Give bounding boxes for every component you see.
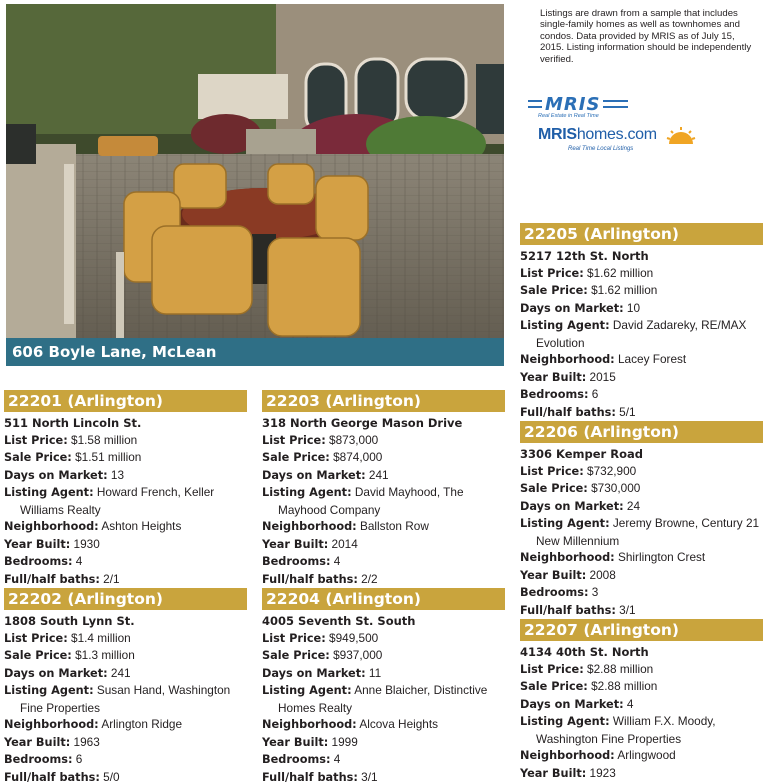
days-on-market-row bbox=[262, 665, 505, 683]
list-price-row bbox=[4, 630, 247, 648]
mrishomes-logo bbox=[538, 126, 698, 158]
sale-price-value: $730,000 bbox=[591, 481, 641, 495]
mrishomes-logo-word bbox=[538, 126, 657, 144]
bedrooms-value: 6 bbox=[591, 387, 599, 401]
bedrooms-value: 4 bbox=[75, 554, 83, 568]
neighborhood-label: Neighborhood: bbox=[520, 353, 615, 366]
baths-label: Full/half baths: bbox=[520, 603, 616, 617]
listing-header: 22205 (Arlington) bbox=[520, 223, 763, 245]
listing-body bbox=[520, 245, 763, 421]
list-price-label: List Price: bbox=[4, 631, 68, 645]
sale-price-value: $1.51 million bbox=[75, 450, 142, 464]
neighborhood-row bbox=[520, 549, 763, 567]
listing-agent-row bbox=[4, 484, 247, 518]
list-price-label: List Price: bbox=[4, 433, 68, 447]
listing-address: 1808 South Lynn St. bbox=[4, 614, 135, 628]
listing-header: 22206 (Arlington) bbox=[520, 421, 763, 443]
listing-22202 bbox=[4, 588, 247, 783]
listing-address: 4005 Seventh St. South bbox=[262, 614, 416, 628]
listing-agent-value: Anne Blaicher, Distinctive Homes Realty bbox=[278, 683, 488, 715]
days-on-market-label: Days on Market: bbox=[262, 666, 366, 680]
mrishomes-logo-tagline: Real Time Local Listings bbox=[568, 146, 634, 152]
listing-agent-value: David Zadareky, RE/MAX Evolution bbox=[536, 318, 747, 350]
listing-22203 bbox=[262, 390, 505, 588]
list-price-label: List Price: bbox=[262, 631, 326, 645]
list-price-value: $949,500 bbox=[329, 630, 379, 645]
listing-agent-label: Listing Agent: bbox=[4, 684, 94, 697]
year-built-row bbox=[262, 536, 505, 554]
listing-22201 bbox=[4, 390, 247, 588]
list-price-label: List Price: bbox=[520, 464, 584, 478]
listing-agent-label: Listing Agent: bbox=[520, 319, 610, 332]
bedrooms-value: 4 bbox=[333, 554, 341, 568]
year-built-row bbox=[520, 765, 763, 783]
baths-row bbox=[262, 571, 505, 589]
listing-header: 22203 (Arlington) bbox=[262, 390, 505, 412]
listing-agent-row bbox=[4, 682, 247, 716]
year-built-row bbox=[262, 734, 505, 752]
sale-price-row bbox=[4, 449, 247, 467]
year-built-value: 2015 bbox=[589, 369, 616, 384]
baths-value: 3/1 bbox=[361, 769, 378, 783]
bedrooms-label: Bedrooms: bbox=[520, 388, 589, 401]
list-price-value: $1.4 million bbox=[71, 630, 131, 645]
list-price-row bbox=[520, 463, 763, 481]
bedrooms-label: Bedrooms: bbox=[4, 555, 73, 568]
days-on-market-label: Days on Market: bbox=[4, 468, 108, 482]
neighborhood-value: Ballston Row bbox=[360, 519, 429, 533]
sale-price-label: Sale Price: bbox=[520, 680, 588, 693]
sale-price-value: $937,000 bbox=[333, 648, 383, 662]
listing-address: 318 North George Mason Drive bbox=[262, 416, 463, 430]
bedrooms-value: 4 bbox=[333, 752, 341, 766]
mris-logo-word: MRIS bbox=[542, 94, 603, 115]
listing-agent-label: Listing Agent: bbox=[262, 684, 352, 697]
neighborhood-label: Neighborhood: bbox=[262, 520, 357, 533]
listing-address: 3306 Kemper Road bbox=[520, 447, 643, 461]
mrishomes-logo-light: homes.com bbox=[576, 126, 657, 143]
baths-label: Full/half baths: bbox=[262, 770, 358, 783]
baths-row bbox=[4, 769, 247, 783]
neighborhood-value: Lacey Forest bbox=[618, 352, 687, 366]
baths-row bbox=[262, 769, 505, 783]
days-on-market-value: 24 bbox=[626, 498, 641, 513]
neighborhood-label: Neighborhood: bbox=[4, 718, 99, 731]
neighborhood-label: Neighborhood: bbox=[520, 749, 615, 762]
baths-value: 5/0 bbox=[103, 769, 120, 783]
list-price-value: $873,000 bbox=[329, 432, 379, 447]
bedrooms-row bbox=[262, 751, 505, 769]
neighborhood-row bbox=[262, 716, 505, 734]
mris-logo bbox=[528, 94, 632, 120]
baths-label: Full/half baths: bbox=[4, 572, 100, 586]
listing-body bbox=[262, 412, 505, 588]
year-built-label: Year Built: bbox=[262, 537, 329, 551]
list-price-value: $732,900 bbox=[587, 463, 637, 478]
list-price-row bbox=[520, 661, 763, 679]
bedrooms-row bbox=[4, 553, 247, 571]
sale-price-label: Sale Price: bbox=[262, 649, 330, 662]
bedrooms-row bbox=[262, 553, 505, 571]
bedrooms-value: 6 bbox=[75, 752, 83, 766]
bedrooms-label: Bedrooms: bbox=[520, 586, 589, 599]
patio-photo-illustration bbox=[6, 4, 504, 366]
list-price-value: $1.58 million bbox=[71, 432, 138, 447]
sale-price-label: Sale Price: bbox=[4, 649, 72, 662]
neighborhood-value: Arlingwood bbox=[617, 748, 676, 762]
days-on-market-label: Days on Market: bbox=[4, 666, 108, 680]
sale-price-value: $2.88 million bbox=[591, 679, 658, 693]
sale-price-label: Sale Price: bbox=[262, 451, 330, 464]
year-built-label: Year Built: bbox=[4, 735, 71, 749]
days-on-market-row bbox=[4, 467, 247, 485]
bedrooms-row bbox=[4, 751, 247, 769]
baths-label: Full/half baths: bbox=[520, 405, 616, 419]
listing-agent-label: Listing Agent: bbox=[4, 486, 94, 499]
listing-agent-label: Listing Agent: bbox=[262, 486, 352, 499]
listing-body bbox=[520, 641, 763, 782]
listing-agent-value: Jeremy Browne, Century 21 New Millennium bbox=[536, 516, 760, 548]
sale-price-row bbox=[262, 449, 505, 467]
year-built-label: Year Built: bbox=[4, 537, 71, 551]
listing-address: 4134 40th St. North bbox=[520, 645, 649, 659]
year-built-value: 1923 bbox=[589, 765, 616, 780]
baths-value: 5/1 bbox=[619, 404, 636, 419]
list-price-label: List Price: bbox=[520, 266, 584, 280]
year-built-row bbox=[520, 369, 763, 387]
days-on-market-row bbox=[262, 467, 505, 485]
sale-price-value: $874,000 bbox=[333, 450, 383, 464]
days-on-market-value: 241 bbox=[368, 467, 389, 482]
days-on-market-label: Days on Market: bbox=[520, 301, 624, 315]
neighborhood-value: Shirlington Crest bbox=[618, 550, 706, 564]
listing-22205 bbox=[520, 223, 763, 421]
listing-agent-value: Howard French, Keller Williams Realty bbox=[20, 485, 215, 517]
feature-photo bbox=[6, 4, 504, 366]
year-built-value: 1930 bbox=[73, 536, 100, 551]
bedrooms-row bbox=[520, 584, 763, 602]
list-price-row bbox=[262, 630, 505, 648]
mris-logo-tagline: Real Estate in Real Time bbox=[538, 113, 599, 119]
year-built-value: 1999 bbox=[331, 734, 358, 749]
baths-label: Full/half baths: bbox=[4, 770, 100, 783]
neighborhood-value: Alcova Heights bbox=[359, 717, 439, 731]
neighborhood-row bbox=[4, 716, 247, 734]
data-disclaimer: Listings are drawn from a sample that includes single-family homes as well as townhomes and condos. Data provided by MRIS as of July 15, 2015. Listing information should be independently verified. bbox=[540, 8, 752, 65]
days-on-market-value: 13 bbox=[110, 467, 125, 482]
list-price-label: List Price: bbox=[262, 433, 326, 447]
list-price-row bbox=[520, 265, 763, 283]
sale-price-row bbox=[520, 480, 763, 498]
days-on-market-row bbox=[520, 498, 763, 516]
sale-price-label: Sale Price: bbox=[520, 284, 588, 297]
baths-label: Full/half baths: bbox=[262, 572, 358, 586]
days-on-market-label: Days on Market: bbox=[520, 697, 624, 711]
sale-price-value: $1.62 million bbox=[591, 283, 658, 297]
listing-body bbox=[520, 443, 763, 619]
days-on-market-value: 241 bbox=[110, 665, 131, 680]
neighborhood-row bbox=[4, 518, 247, 536]
neighborhood-label: Neighborhood: bbox=[262, 718, 357, 731]
year-built-label: Year Built: bbox=[520, 568, 587, 582]
sale-price-row bbox=[520, 282, 763, 300]
sale-price-row bbox=[262, 647, 505, 665]
listing-agent-row bbox=[262, 682, 505, 716]
listing-agent-value: Susan Hand, Washington Fine Properties bbox=[20, 683, 231, 715]
neighborhood-value: Arlington Ridge bbox=[101, 717, 183, 731]
year-built-value: 1963 bbox=[73, 734, 100, 749]
listing-22204 bbox=[262, 588, 505, 783]
baths-value: 2/2 bbox=[361, 571, 378, 586]
sale-price-row bbox=[520, 678, 763, 696]
list-price-value: $1.62 million bbox=[587, 265, 654, 280]
days-on-market-row bbox=[520, 696, 763, 714]
listing-agent-row bbox=[520, 713, 763, 747]
neighborhood-value: Ashton Heights bbox=[101, 519, 182, 533]
year-built-row bbox=[4, 536, 247, 554]
neighborhood-label: Neighborhood: bbox=[4, 520, 99, 533]
mrishomes-logo-bold: MRIS bbox=[538, 126, 577, 143]
days-on-market-row bbox=[520, 300, 763, 318]
bedrooms-label: Bedrooms: bbox=[262, 753, 331, 766]
baths-row bbox=[520, 602, 763, 620]
days-on-market-value: 4 bbox=[626, 696, 634, 711]
bedrooms-value: 3 bbox=[591, 585, 599, 599]
sale-price-label: Sale Price: bbox=[4, 451, 72, 464]
bedrooms-row bbox=[520, 386, 763, 404]
sale-price-value: $1.3 million bbox=[75, 648, 135, 662]
listing-22207 bbox=[520, 619, 763, 782]
neighborhood-row bbox=[520, 351, 763, 369]
listing-agent-value: William F.X. Moody, Washington Fine Properties bbox=[536, 714, 716, 746]
listing-body bbox=[4, 610, 247, 783]
list-price-row bbox=[262, 432, 505, 450]
baths-value: 3/1 bbox=[619, 602, 636, 617]
year-built-row bbox=[520, 567, 763, 585]
year-built-row bbox=[4, 734, 247, 752]
sun-icon bbox=[666, 126, 696, 146]
neighborhood-row bbox=[262, 518, 505, 536]
days-on-market-row bbox=[4, 665, 247, 683]
year-built-label: Year Built: bbox=[520, 370, 587, 384]
listing-22206 bbox=[520, 421, 763, 619]
list-price-label: List Price: bbox=[520, 662, 584, 676]
sale-price-row bbox=[4, 647, 247, 665]
year-built-value: 2008 bbox=[589, 567, 616, 582]
listing-agent-label: Listing Agent: bbox=[520, 715, 610, 728]
baths-row bbox=[4, 571, 247, 589]
photo-caption: 606 Boyle Lane, McLean bbox=[6, 338, 504, 366]
listing-header: 22207 (Arlington) bbox=[520, 619, 763, 641]
bedrooms-label: Bedrooms: bbox=[262, 555, 331, 568]
year-built-label: Year Built: bbox=[262, 735, 329, 749]
listing-agent-row bbox=[262, 484, 505, 518]
baths-value: 2/1 bbox=[103, 571, 120, 586]
year-built-label: Year Built: bbox=[520, 766, 587, 780]
neighborhood-label: Neighborhood: bbox=[520, 551, 615, 564]
listing-body bbox=[262, 610, 505, 783]
neighborhood-row bbox=[520, 747, 763, 765]
listing-header: 22204 (Arlington) bbox=[262, 588, 505, 610]
bedrooms-label: Bedrooms: bbox=[4, 753, 73, 766]
listing-agent-value: David Mayhood, The Mayhood Company bbox=[278, 485, 464, 517]
list-price-value: $2.88 million bbox=[587, 661, 654, 676]
listing-agent-row bbox=[520, 317, 763, 351]
listing-address: 511 North Lincoln St. bbox=[4, 416, 142, 430]
sale-price-label: Sale Price: bbox=[520, 482, 588, 495]
listing-header: 22201 (Arlington) bbox=[4, 390, 247, 412]
listing-agent-label: Listing Agent: bbox=[520, 517, 610, 530]
list-price-row bbox=[4, 432, 247, 450]
listing-header: 22202 (Arlington) bbox=[4, 588, 247, 610]
year-built-value: 2014 bbox=[331, 536, 358, 551]
days-on-market-label: Days on Market: bbox=[520, 499, 624, 513]
baths-row bbox=[520, 404, 763, 422]
listing-body bbox=[4, 412, 247, 588]
listing-address: 5217 12th St. North bbox=[520, 249, 649, 263]
days-on-market-value: 10 bbox=[626, 300, 641, 315]
listing-agent-row bbox=[520, 515, 763, 549]
days-on-market-value: 11 bbox=[368, 665, 382, 680]
days-on-market-label: Days on Market: bbox=[262, 468, 366, 482]
